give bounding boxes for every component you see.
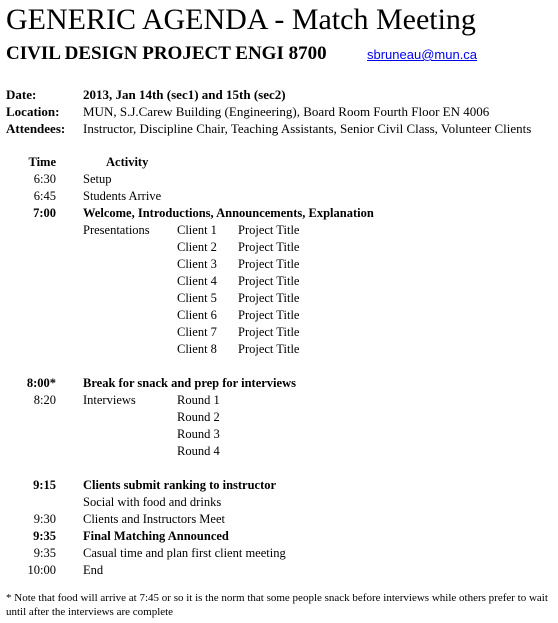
agenda-detail: Project Title [238, 274, 300, 288]
agenda-activity: Casual time and plan first client meeting [83, 546, 286, 560]
agenda-activity: Final Matching Announced [83, 529, 229, 543]
attendees-label: Attendees: [6, 121, 66, 136]
agenda-sub-item: Client 2 [177, 240, 217, 254]
agenda-row [0, 341, 558, 358]
agenda-row [0, 375, 558, 392]
agenda-detail: Project Title [238, 342, 300, 356]
agenda-sub-item: Round 3 [177, 427, 220, 441]
agenda-time: 6:30 [33, 172, 56, 186]
agenda-row [0, 256, 558, 273]
agenda-sub-item: Round 2 [177, 410, 220, 424]
agenda-activity: Social with food and drinks [83, 495, 222, 509]
date-label: Date: [6, 87, 37, 102]
agenda-time: 9:35 [33, 529, 56, 543]
course-subtitle: CIVIL DESIGN PROJECT ENGI 8700 [6, 43, 327, 64]
agenda-activity: Presentations [83, 223, 150, 237]
agenda-detail: Project Title [238, 325, 300, 339]
attendees-value: Instructor, Discipline Chair, Teaching Assistants, Senior Civil Class, Volunteer Clients [83, 121, 532, 136]
agenda-row [0, 324, 558, 341]
agenda-sub-item: Round 1 [177, 393, 220, 407]
agenda-row [0, 290, 558, 307]
time-column-header: Time [28, 155, 56, 169]
agenda-row [0, 222, 558, 239]
agenda-spacer [0, 358, 558, 375]
agenda-sub-item: Client 4 [177, 274, 217, 288]
agenda-row [0, 392, 558, 409]
agenda-sub-item: Client 5 [177, 291, 217, 305]
agenda-time: 9:15 [33, 478, 56, 492]
agenda-row [0, 409, 558, 426]
agenda-detail: Project Title [238, 240, 300, 254]
agenda-activity: Setup [83, 172, 112, 186]
agenda-sub-item: Round 4 [177, 444, 220, 458]
agenda-activity: Welcome, Introductions, Announcements, Explanation [83, 206, 374, 220]
page-title: GENERIC AGENDA - Match Meeting [6, 3, 476, 36]
location-label: Location: [6, 104, 60, 119]
agenda-spacer [0, 460, 558, 477]
agenda-row [0, 239, 558, 256]
agenda-time: 7:00 [33, 206, 56, 220]
agenda-detail: Project Title [238, 223, 300, 237]
agenda-time: 8:00* [26, 376, 56, 390]
agenda-time: 10:00 [27, 563, 56, 577]
agenda-activity: Clients and Instructors Meet [83, 512, 225, 526]
agenda-activity: Break for snack and prep for interviews [83, 376, 296, 390]
agenda-sub-item: Client 1 [177, 223, 217, 237]
agenda-row [0, 426, 558, 443]
agenda-activity: Students Arrive [83, 189, 162, 203]
agenda-sub-item: Client 8 [177, 342, 217, 356]
agenda-row [0, 545, 558, 562]
agenda-header [0, 154, 558, 171]
agenda-row [0, 205, 558, 222]
agenda-row [0, 477, 558, 494]
agenda-detail: Project Title [238, 291, 300, 305]
email-link[interactable]: sbruneau@mun.ca [367, 47, 478, 62]
agenda-time: 8:20 [33, 393, 56, 407]
agenda-row [0, 307, 558, 324]
agenda-row [0, 443, 558, 460]
agenda-detail: Project Title [238, 308, 300, 322]
agenda-detail: Project Title [238, 257, 300, 271]
agenda-sub-item: Client 3 [177, 257, 217, 271]
agenda-activity: End [83, 563, 104, 577]
date-value: 2013, Jan 14th (sec1) and 15th (sec2) [83, 87, 286, 102]
agenda-row [0, 528, 558, 545]
agenda-row [0, 562, 558, 579]
agenda-row [0, 511, 558, 528]
agenda-row [0, 494, 558, 511]
agenda-time: 9:30 [33, 512, 56, 526]
agenda-time: 6:45 [33, 189, 56, 203]
agenda-time: 9:35 [33, 546, 56, 560]
agenda-activity: Clients submit ranking to instructor [83, 478, 277, 492]
agenda-activity: Interviews [83, 393, 136, 407]
location-value: MUN, S.J.Carew Building (Engineering), Board Room Fourth Floor EN 4006 [83, 104, 490, 119]
agenda-row [0, 188, 558, 205]
footnote: * Note that food will arrive at 7:45 or so it is the norm that some people snack before interviews while others prefer to wait until after the interviews are complete [6, 592, 548, 618]
agenda-sub-item: Client 6 [177, 308, 217, 322]
agenda-row [0, 273, 558, 290]
activity-column-header: Activity [106, 155, 149, 169]
agenda-sub-item: Client 7 [177, 325, 217, 339]
agenda-row [0, 171, 558, 188]
